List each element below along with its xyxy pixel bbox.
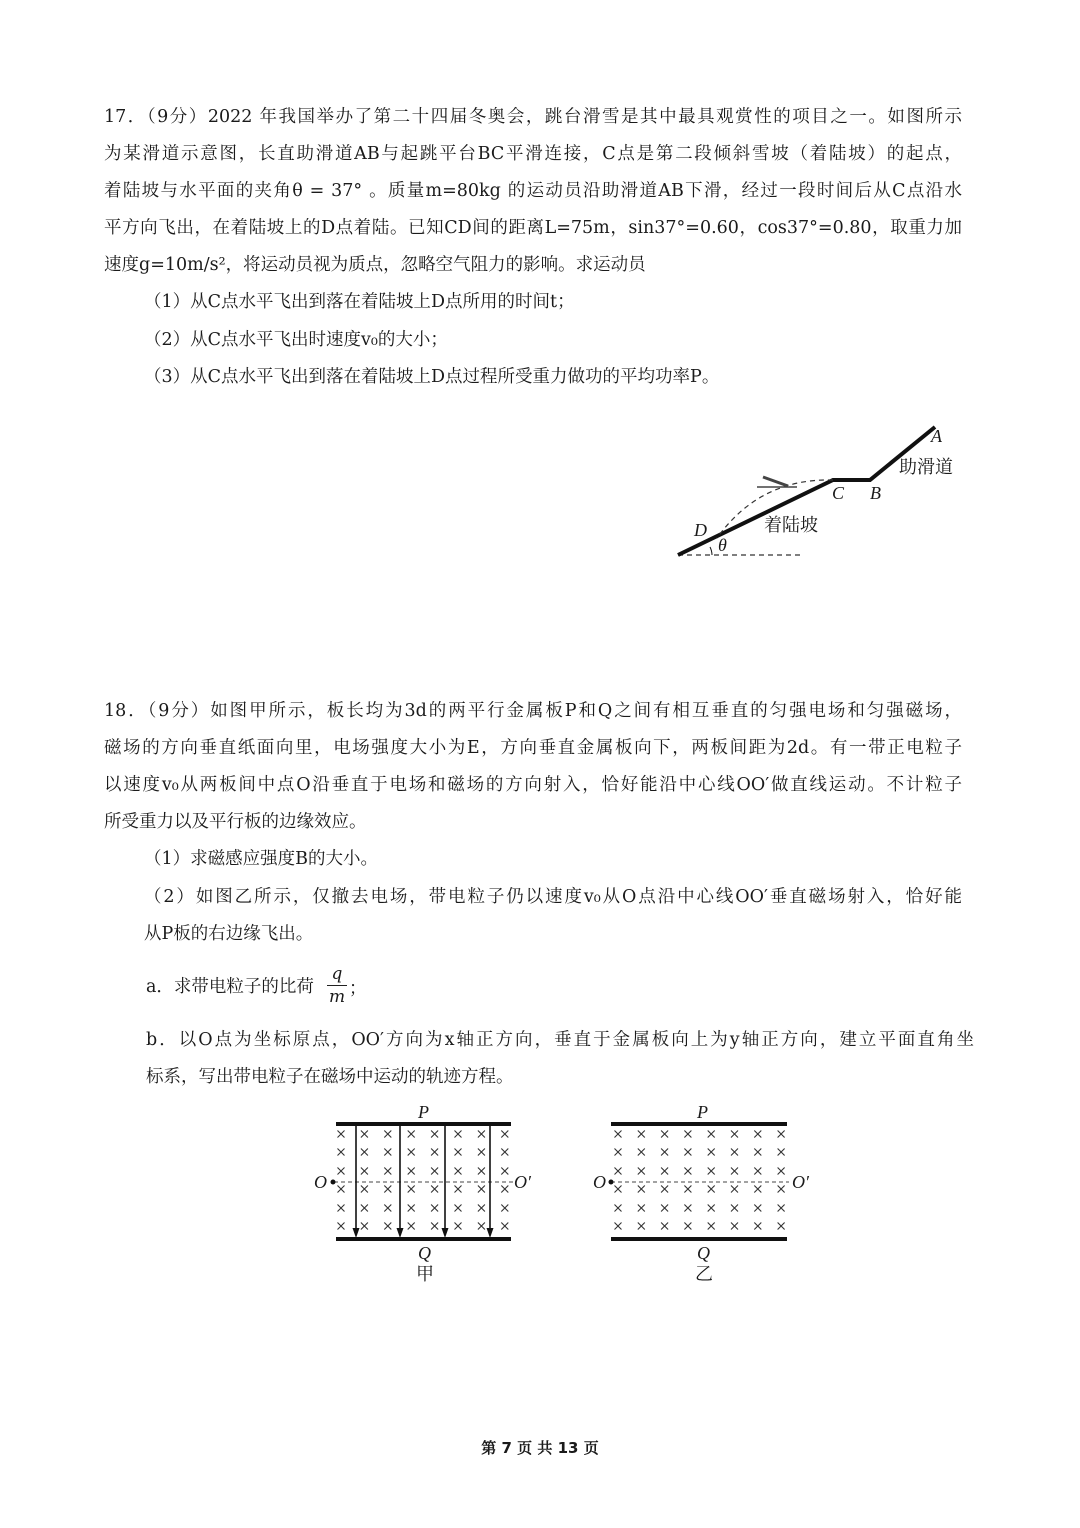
q18-line: 所受重力以及平行板的边缘效应。 <box>104 812 367 832</box>
caption-yi: 乙 <box>695 1264 713 1284</box>
label-O-prime: O′ <box>514 1172 531 1192</box>
ski-jump-figure <box>678 426 953 555</box>
field-cross-icon <box>638 1186 645 1193</box>
q18-part-a: a．求带电粒子的比荷 <box>146 977 314 997</box>
field-cross-icon <box>638 1223 645 1230</box>
field-cross-icon <box>478 1149 485 1156</box>
field-cross-icon <box>754 1149 761 1156</box>
q17-part-3: （3）从C点水平飞出到落在着陆坡上D点过程所受重力做功的平均功率P。 <box>144 367 720 387</box>
label-O: O <box>593 1172 606 1192</box>
label-O-prime: O′ <box>792 1172 809 1192</box>
slope-track <box>678 427 935 555</box>
field-cross-icon <box>684 1131 691 1138</box>
field-cross-icon <box>431 1131 438 1138</box>
figure-yi <box>593 1102 810 1284</box>
q18-part-1: （1）求磁感应强度B的大小。 <box>144 849 378 869</box>
fraction-tail: ； <box>349 979 367 999</box>
field-cross-icon <box>778 1149 785 1156</box>
field-cross-icon <box>731 1149 738 1156</box>
field-cross-icon <box>731 1223 738 1230</box>
field-cross-icon <box>361 1131 368 1138</box>
field-cross-icon <box>455 1149 462 1156</box>
field-cross-icon <box>615 1149 622 1156</box>
field-cross-icon <box>501 1205 508 1212</box>
electric-field-arrow <box>487 1126 494 1238</box>
field-cross-icon <box>778 1205 785 1212</box>
field-cross-icon <box>684 1186 691 1193</box>
field-cross-icon <box>361 1168 368 1175</box>
field-cross-icon <box>408 1168 415 1175</box>
skier-icon <box>757 477 797 487</box>
field-cross-icon <box>708 1131 715 1138</box>
q18-line: 18．（9分）如图甲所示，板长均为3d的两平行金属板P和Q之间有相互垂直的匀强电场和匀强磁场， <box>104 701 962 721</box>
field-cross-icon <box>338 1168 345 1175</box>
field-cross-icon <box>731 1168 738 1175</box>
field-cross-icon <box>478 1205 485 1212</box>
field-cross-icon <box>431 1149 438 1156</box>
field-cross-icon <box>754 1186 761 1193</box>
label-D: D <box>694 520 707 540</box>
q17-line: 17．（9分）2022 年我国举办了第二十四届冬奥会，跳台滑雪是其中最具观赏性的项目之一。如图所示 <box>104 107 962 127</box>
field-cross-icon <box>478 1168 485 1175</box>
field-cross-icon <box>338 1131 345 1138</box>
q17-part-2: （2）从C点水平飞出时速度v₀的大小； <box>144 330 448 350</box>
field-cross-icon <box>754 1131 761 1138</box>
q17-line: 着陆坡与水平面的夹角θ = 37° 。质量m=80kg 的运动员沿助滑道AB下滑，经过一段时间后从C点沿水 <box>104 181 962 201</box>
field-cross-icon <box>431 1205 438 1212</box>
field-cross-icon <box>361 1205 368 1212</box>
field-cross-icon <box>384 1131 391 1138</box>
field-cross-icon <box>708 1186 715 1193</box>
field-cross-icon <box>478 1186 485 1193</box>
field-cross-icon <box>708 1168 715 1175</box>
field-cross-icon <box>455 1168 462 1175</box>
field-cross-icon <box>615 1186 622 1193</box>
field-cross-icon <box>408 1205 415 1212</box>
field-cross-icon <box>408 1223 415 1230</box>
field-cross-icon <box>455 1186 462 1193</box>
point-O <box>331 1180 336 1185</box>
field-cross-icon <box>408 1149 415 1156</box>
fraction-numerator: q <box>331 964 343 984</box>
field-cross-icon <box>338 1149 345 1156</box>
field-cross-icon <box>684 1149 691 1156</box>
field-cross-icon <box>455 1223 462 1230</box>
field-cross-icon <box>615 1223 622 1230</box>
page-footer: 第 7 页 共 13 页 <box>481 1439 599 1457</box>
field-cross-icon <box>731 1205 738 1212</box>
figure-jia <box>314 1102 532 1284</box>
field-cross-icon <box>661 1223 668 1230</box>
fraction-q-over-m <box>327 964 347 1007</box>
field-cross-icon <box>708 1223 715 1230</box>
field-cross-icon <box>361 1186 368 1193</box>
q17-line: 速度g=10m/s²，将运动员视为质点，忽略空气阻力的影响。求运动员 <box>104 255 646 275</box>
angle-arc <box>710 547 712 555</box>
field-cross-icon <box>501 1186 508 1193</box>
label-A: A <box>931 426 942 446</box>
field-cross-icon <box>501 1168 508 1175</box>
field-cross-icon <box>684 1168 691 1175</box>
field-cross-icon <box>431 1168 438 1175</box>
field-cross-icon <box>384 1205 391 1212</box>
label-Q: Q <box>697 1243 710 1263</box>
q17-part-1: （1）从C点水平飞出到落在着陆坡上D点所用的时间t； <box>144 292 575 312</box>
q18-line: 磁场的方向垂直纸面向里，电场强度大小为E，方向垂直金属板向下，两板间距为2d。有一带正电粒子 <box>104 738 962 758</box>
field-cross-icon <box>778 1223 785 1230</box>
field-cross-icon <box>455 1131 462 1138</box>
field-cross-icon <box>408 1186 415 1193</box>
label-P: P <box>697 1102 708 1122</box>
field-cross-icon <box>615 1131 622 1138</box>
point-O <box>609 1180 614 1185</box>
field-cross-icon <box>708 1205 715 1212</box>
q18-part-b-cont: 标系，写出带电粒子在磁场中运动的轨迹方程。 <box>146 1067 514 1087</box>
field-cross-icon <box>478 1131 485 1138</box>
field-cross-icon <box>501 1131 508 1138</box>
field-cross-icon <box>384 1168 391 1175</box>
field-cross-icon <box>431 1223 438 1230</box>
fraction-bar <box>327 985 347 986</box>
field-cross-icon <box>638 1149 645 1156</box>
label-theta: θ <box>718 535 727 555</box>
label-B: B <box>870 483 881 503</box>
field-cross-icon <box>478 1223 485 1230</box>
field-cross-icon <box>754 1168 761 1175</box>
label-P: P <box>418 1102 429 1122</box>
field-cross-icon <box>615 1168 622 1175</box>
field-cross-icon <box>731 1186 738 1193</box>
field-cross-icon <box>638 1168 645 1175</box>
q18-part-b: b．以O点为坐标原点，OO′方向为x轴正方向，垂直于金属板向上为y轴正方向，建立平面直角坐 <box>146 1030 974 1050</box>
field-cross-icon <box>638 1205 645 1212</box>
field-cross-icon <box>754 1223 761 1230</box>
field-cross-icon <box>661 1131 668 1138</box>
q18-line: 以速度v₀从两板间中点O沿垂直于电场和磁场的方向射入，恰好能沿中心线OO′做直线运动。不计粒子 <box>104 775 962 795</box>
q17-line: 平方向飞出，在着陆坡上的D点着陆。已知CD间的距离L=75m，sin37°=0.60，cos37°=0.80，取重力加 <box>104 218 962 238</box>
field-cross-icon <box>408 1131 415 1138</box>
field-cross-icon <box>661 1186 668 1193</box>
field-cross-icon <box>431 1186 438 1193</box>
label-landing-slope: 着陆坡 <box>764 515 818 535</box>
field-cross-icon <box>754 1205 761 1212</box>
field-cross-icon <box>661 1168 668 1175</box>
field-cross-icon <box>361 1149 368 1156</box>
field-cross-icon <box>338 1186 345 1193</box>
q18-part-2-cont: 从P板的右边缘飞出。 <box>144 924 314 944</box>
field-cross-icon <box>684 1223 691 1230</box>
label-approach-ramp: 助滑道 <box>899 457 953 477</box>
field-cross-icon <box>638 1131 645 1138</box>
field-cross-icon <box>501 1149 508 1156</box>
q18-part-2: （2）如图乙所示，仅撤去电场，带电粒子仍以速度v₀从O点沿中心线OO′垂直磁场射入，恰好能 <box>144 887 962 907</box>
field-cross-icon <box>684 1205 691 1212</box>
fraction-denominator: m <box>328 987 346 1007</box>
field-cross-icon <box>384 1223 391 1230</box>
label-C: C <box>832 483 845 503</box>
field-cross-icon <box>501 1223 508 1230</box>
field-cross-icon <box>384 1149 391 1156</box>
field-cross-icon <box>661 1149 668 1156</box>
caption-jia: 甲 <box>416 1264 434 1284</box>
field-cross-icon <box>361 1223 368 1230</box>
field-cross-icon <box>731 1131 738 1138</box>
field-cross-icon <box>708 1149 715 1156</box>
field-cross-icon <box>384 1186 391 1193</box>
field-cross-icon <box>455 1205 462 1212</box>
label-Q: Q <box>418 1243 431 1263</box>
label-O: O <box>314 1172 327 1192</box>
field-cross-icon <box>615 1205 622 1212</box>
field-cross-icon <box>778 1131 785 1138</box>
field-cross-icon <box>778 1186 785 1193</box>
field-cross-icon <box>661 1205 668 1212</box>
q17-line: 为某滑道示意图，长直助滑道AB与起跳平台BC平滑连接，C点是第二段倾斜雪坡（着陆坡）的起点， <box>104 144 962 164</box>
field-cross-icon <box>338 1223 345 1230</box>
field-cross-icon <box>338 1205 345 1212</box>
field-cross-icon <box>778 1168 785 1175</box>
